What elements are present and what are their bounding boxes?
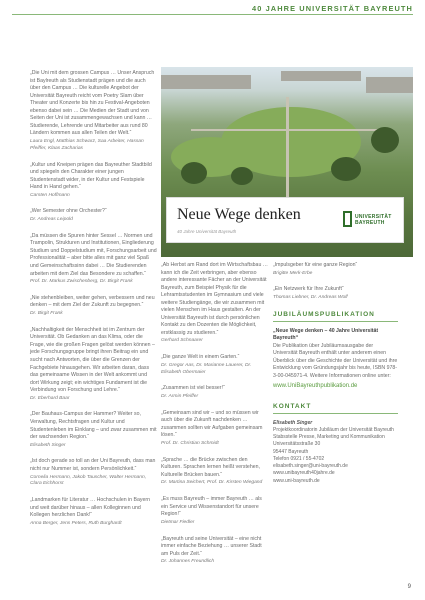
quote (30, 497, 157, 527)
middle-quote-column (161, 262, 269, 575)
publication-banner (166, 197, 404, 243)
quote (30, 208, 157, 223)
publication-link[interactable]: www.UniBayreuthpublikation.de (273, 382, 358, 389)
photo-tree (331, 157, 361, 181)
contact-line: Projektkoordinatorin Jubiläum der Universität Bayreuth (273, 426, 394, 433)
quote-text: „Die ganze Welt in einem Garten.“ (161, 354, 240, 361)
quote-attribution: Thomas Liebner, Dr. Andreas Wolf (273, 294, 348, 300)
university-logo (343, 208, 393, 234)
quote (161, 536, 269, 566)
publication-title: „Neue Wege denken – 40 Jahre Universität Bayreuth“ (273, 327, 379, 342)
banner-subtitle: 40 Jahre Universität Bayreuth (177, 229, 237, 234)
quote-text: „Nachhaltigkeit der Menschheit ist im Zentrum der Universität. Ob Gedanken an das Klima, oder die Frage, wie die großen Fragen gelöst werden können – jede Forschungsgruppe bringt ihren Beitrag ein und sucht nach Antworten, die über die Grenzen der Fachgebiete hinausgehen. Wir arbeiten daran, dass das gemeinsame Wissen in der Welt ankommt und dort Wirkung zeigt; ein wichtiges Fundament ist die Verbindung von Forschung und Lehre.“ (30, 326, 155, 394)
quote-text: „Wer Semester ohne Orchester?“ (30, 208, 107, 215)
contact-line: Universitätsstraße 30 (273, 441, 321, 448)
right-column (273, 262, 398, 485)
quote (161, 385, 269, 400)
contact-email-link[interactable]: elisabeth.singer@uni-bayreuth.de (273, 463, 348, 469)
contact-line: Stabsstelle Presse, Marketing und Kommunikation (273, 434, 385, 440)
quote (161, 496, 269, 526)
quote-text: „Sprache … die Brücke zwischen den Kulturen. Sprachen lernen heißt verstehen, Kulturelle Brücken bauen.“ (161, 456, 260, 478)
photo-building (281, 71, 361, 81)
quote (30, 233, 157, 286)
quote-text: „Kultur und Kneipen prägen das Bayreuther Stadtbild und spiegeln den Charakter einer jungen Studentenstadt wider, in der Kultur und Festspiele Hand in Hand gehen.“ (30, 161, 152, 191)
quote-attribution: Dr. Eberhard Baar (30, 395, 70, 401)
photo-path (286, 97, 289, 197)
photo-path (191, 129, 381, 131)
quote-attribution: Dr. Andreas Leipold (30, 217, 73, 223)
quote-text: „Ein Netzwerk für Ihre Zukunft“ (273, 286, 344, 293)
quote (30, 70, 157, 153)
photo-building (366, 77, 413, 93)
quote-text: „Ist doch gerade so toll an der Uni Bayreuth, dass man nicht nur Nummer ist, sondern Persönlichkeit.“ (30, 458, 156, 472)
quote-attribution: Prof. Dr. Christian Schmidt (161, 440, 219, 446)
quote-text: „Impulsgeber für eine ganze Region“ (273, 262, 358, 268)
quote-text: „Da müssen die Spuren hinter Sessel … Normen und Trampolin, Strukturen und Institutionen, Eingliederung Studium und Doppelstudium mit, Forschungsarbeit und Professionalität – aber bitte alles mit ganz viel Spaß und Gemeinschaftssinn dabei … Die Studierenden arbeiten mit dem Ziel das Besondere zu schaffen.“ (30, 232, 157, 277)
quote-text: „Ab Herbst am Rand dort im Wirtschaftsbau … kann ich die Zeit verbringen, aber ebenso andere interessante Fächer an der Universität Bayreuth, zum Beispiel Physik für die Lehramtsstudenten im Gymnasium und viele weitere Studiengänge, die wir zusammen mit vielen Menschen im Haus gestalten. An der Universität Bayreuth ist durch persönlichen Kontakt zu den Dozenten die Möglichkeit, erstklassig zu studieren.“ (161, 262, 268, 336)
quote-attribution: Prof. Dr. Markus Zwischenberg, Dr. Birgit Frank (30, 279, 133, 285)
quote (30, 411, 157, 449)
quote-text: „Landmarken für Literatur … Hochschulen in Bayern und weit darüber hinaus – allen Kolleginnen und Kollegen herzlichen Dank!“ (30, 497, 150, 519)
quote-attribution: Dr. Martina Seichert, Prof. Dr. Kirsten Wiegand (161, 480, 263, 486)
quote-text: „Nie stehenbleiben, weiter gehen, verbessern und neu denken – mit dem Ziel der Zukunft zu begegnen.“ (30, 294, 155, 309)
logo-text (355, 214, 392, 227)
quote-text: „Der Bauhaus-Campus der Hammer? Weiter so, Verwaltung, Rechtsfragen und Kultur und Studentenleben im Einklang – und zwar zusammen mit der wachsenden Region.“ (30, 411, 157, 441)
contact-phone: Telefon 0921 / 55-4702 (273, 455, 325, 462)
logo-line: BAYREUTH (355, 220, 385, 227)
quote-attribution: Brigitte Merk-Erbe (273, 270, 313, 276)
quote (273, 262, 398, 277)
quote-attribution: Gerhard Schnaarer (161, 338, 203, 344)
photo-building (161, 75, 251, 89)
quote-text: „Zusammen ist viel besser!“ (161, 385, 225, 392)
quote-attribution: Dr. Johannes Freundlich (161, 559, 215, 565)
header-rule (12, 14, 413, 15)
contact-name: Elisabeth Singer (273, 419, 313, 426)
quote (161, 410, 269, 448)
quote-attribution: Anna Berger, Jens Peters, Ruth Burghardt (30, 520, 122, 526)
publication-heading: JUBILÄUMSPUBLIKATION (273, 311, 398, 322)
quote (30, 295, 157, 318)
left-quote-column (30, 70, 157, 537)
photo-tree (231, 167, 253, 185)
quote-attribution: Laura Engl, Matthias Schwarz, Saa Arbeiter, Hassan Pfeiffer, Klaas Zacharias (30, 138, 144, 151)
quote-text: „Es muss Bayreuth – immer Bayreuth … als ein Service und Wissenstandort für unsere Region!“ (161, 496, 262, 518)
quote-attribution: Carsten Hoffmann (30, 192, 70, 198)
contact-web-link[interactable]: www.unibayreuth40jahre.de (273, 470, 335, 477)
contact-line: 95447 Bayreuth (273, 448, 309, 455)
logo-mark-icon (343, 211, 352, 227)
photo-tree (371, 127, 399, 153)
contact-web-link[interactable]: www.uni-bayreuth.de (273, 477, 320, 484)
banner-title: Neue Wege denken (177, 206, 301, 223)
quote-attribution: Elisabeth Singer (30, 442, 66, 448)
quote (30, 327, 157, 403)
quote-attribution: Dietmar Fiedler (161, 519, 195, 525)
quote-attribution: Dr. Armin Pfeiffer (161, 393, 199, 399)
contact-heading: KONTAKT (273, 403, 398, 414)
quote (161, 262, 269, 345)
quote-text: „Bayreuth und seine Universität – eine nicht immer einfache Beziehung … unserer Stadt am Puls der Zeit.“ (161, 535, 262, 557)
logo-line: UNIVERSITÄT (355, 214, 392, 220)
publication-body: Die Publikation über Jubiläumsausgabe der Universität Bayreuth enthält unter anderem einen Überblick über die Geschichte der Universität und ihre Entwicklung vom Gründungsjahr bis heute, ISBN 978-3-00-045971-4. Weitere Informationen online unter: (273, 342, 398, 379)
quote (161, 354, 269, 376)
quote (30, 162, 157, 200)
quote (273, 286, 398, 301)
quote (30, 458, 157, 488)
quote-text: „Gemeinsam sind wir – und so müssen wir auch über die Zukunft nachdenken … zusammen sollten wir Aufgaben gemeinsam lösen.“ (161, 409, 263, 439)
quote-attribution: Dr. Gregor Aas, Dr. Marianne Lauerer, Dr. Elisabeth Obermaier (161, 362, 252, 375)
page-number: 9 (407, 584, 411, 590)
header-title: 40 JAHRE UNIVERSITÄT BAYREUTH (252, 4, 413, 13)
quote-attribution: Cornelia Hermann, Jakob Tauscher, Walter Hermann, Clara Eichhorst (30, 474, 147, 487)
quote-attribution: Dr. Birgit Frank (30, 310, 63, 316)
photo-tree (181, 162, 207, 184)
page-header (0, 0, 425, 40)
quote-text: „Die Uni mit dem grossen Campus … Unser Anspruch ist Baylreuth als Studienstadt prägen und die auch über den Campus … Die kulturelle Angebot der Universität Bayreuth reicht vom Poetry Slam über Theater und Konzerte bis hin zu Festival-Angeboten ebenso dabei sein … Die Medien der Stadt und von Seiten der Uni ist zusammengewachsen und kann … Studierende, Lehrende und Mitarbeiter aus rund 80 Ländern kommen aus allen Teilen der Welt.“ (30, 70, 155, 137)
quote (161, 457, 269, 487)
